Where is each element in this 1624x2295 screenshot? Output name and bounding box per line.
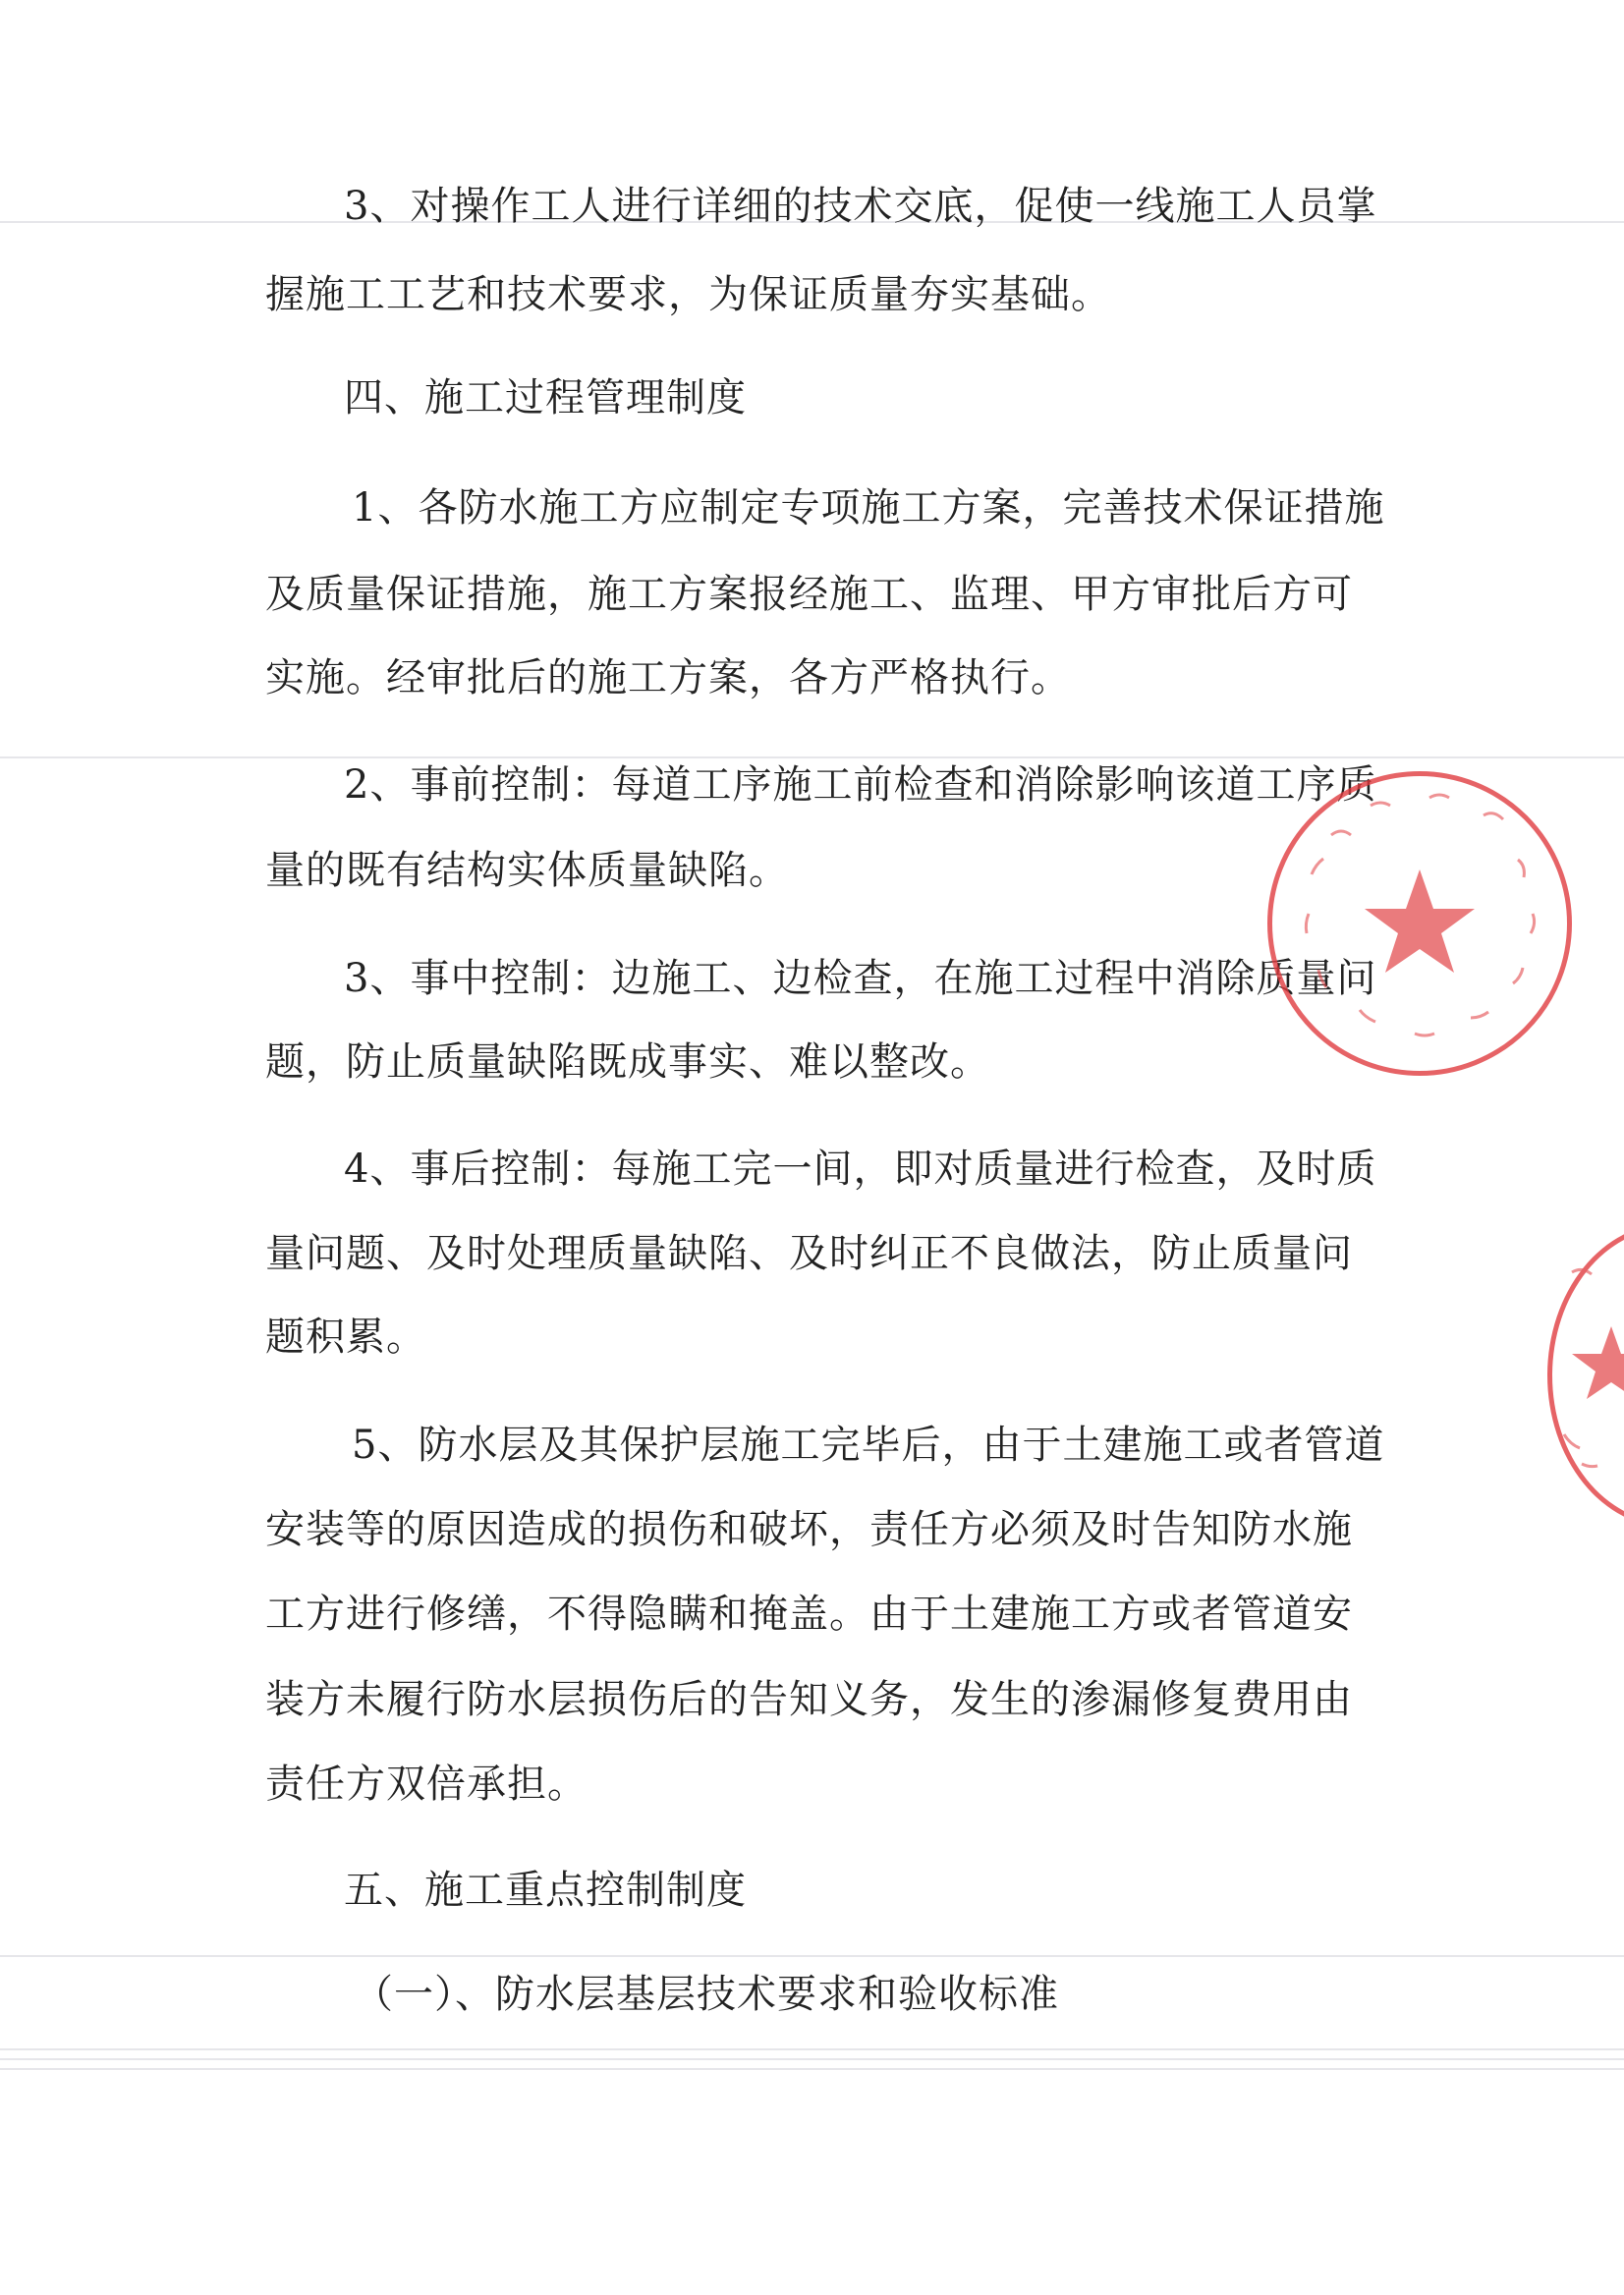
paragraph-line: 及质量保证措施，施工方案报经施工、监理、甲方审批后方可 <box>265 572 1353 617</box>
seal-star-icon <box>1272 776 1567 1071</box>
section-heading: 五、施工重点控制制度 <box>344 1868 747 1913</box>
paragraph-line: 2、事前控制：每道工序施工前检查和消除影响该道工序质 <box>344 762 1377 808</box>
paragraph-line: 量问题、及时处理质量缺陷、及时纠正不良做法，防止质量问 <box>265 1231 1353 1276</box>
partial-company-seal <box>1547 1223 1624 1528</box>
paragraph-line: 题积累。 <box>265 1315 426 1360</box>
paragraph-line: 装方未履行防水层损伤后的告知义务，发生的渗漏修复费用由 <box>265 1677 1353 1722</box>
scan-line <box>0 756 1624 758</box>
paragraph-line: 5、防水层及其保护层施工完毕后，由于土建施工或者管道 <box>352 1423 1385 1468</box>
paragraph-line: 实施。经审批后的施工方案，各方严格执行。 <box>265 655 1071 700</box>
paragraph-line: 工方进行修缮，不得隐瞒和掩盖。由于土建施工方或者管道安 <box>265 1592 1353 1637</box>
paragraph-line: 3、对操作工人进行详细的技术交底，促使一线施工人员掌 <box>344 184 1377 229</box>
scan-line <box>0 2068 1624 2070</box>
company-seal <box>1267 771 1572 1076</box>
paragraph-line: 题，防止质量缺陷既成事实、难以整改。 <box>265 1039 990 1085</box>
partial-seal-star-icon <box>1552 1228 1624 1523</box>
paragraph-line: 1、各防水施工方应制定专项施工方案，完善技术保证措施 <box>352 485 1385 531</box>
paragraph-line: 安装等的原因造成的损伤和破坏，责任方必须及时告知防水施 <box>265 1507 1353 1552</box>
section-heading: 四、施工过程管理制度 <box>344 375 747 420</box>
subsection-heading: （一）、防水层基层技术要求和验收标准 <box>354 1972 1059 2017</box>
scan-line <box>0 1955 1624 1957</box>
paragraph-line: 责任方双倍承担。 <box>265 1762 588 1807</box>
paragraph-line: 量的既有结构实体质量缺陷。 <box>265 848 789 893</box>
paragraph-line: 握施工工艺和技术要求，为保证质量夯实基础。 <box>265 272 1111 317</box>
scan-line <box>0 2048 1624 2050</box>
paragraph-line: 3、事中控制：边施工、边检查，在施工过程中消除质量问 <box>344 956 1377 1001</box>
paragraph-line: 4、事后控制：每施工完一间，即对质量进行检查，及时质 <box>344 1147 1377 1192</box>
scan-line <box>0 2058 1624 2060</box>
